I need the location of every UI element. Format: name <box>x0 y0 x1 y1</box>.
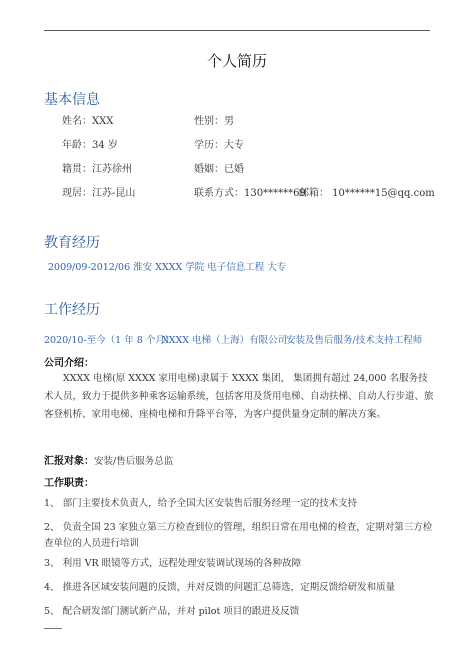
field-native-place: 籍贯：江苏徐州 <box>62 164 132 175</box>
document-title: 个人简历 <box>206 52 267 70</box>
duty-item: 2、 负责全国 23 家独立第三方检查到位的管理，组织日常在用电梯的检查，定期对第三方检查单位的人员进行培训 <box>44 522 433 549</box>
duty-item: 5、 配合研发部门测试新产品，并对 pilot 项目的跟进及反馈 <box>44 606 300 617</box>
duty-item: 4、 推进各区域安装问题的反馈，并对反馈的问题汇总筛选，定期反馈给研发和质量 <box>44 582 396 593</box>
field-phone: 联系方式：130******69 <box>194 188 306 199</box>
company-intro-text: XXXX 电梯(原 XXXX 家用电梯)隶属于 XXXX 集团， 集团拥有超过 24,000 名服务技术人员，致力于提供多种乘客运输系统，包括客用及货用电梯、自动扶梯、自动人行步道、旅客登机桥、家用电梯、座椅电梯和升降平台等，为客户提供量身定制的解决方案。 <box>44 373 434 420</box>
field-gender: 性别：男 <box>194 116 234 127</box>
duty-item: 3、 利用 VR 眼镜等方式，远程处理安装调试现场的各种故障 <box>44 558 302 569</box>
report-line <box>44 449 173 468</box>
field-name: 姓名：XXX <box>62 116 114 127</box>
work-position: 安装及售后服务/技术支持工程师 <box>286 335 423 346</box>
top-rule <box>44 30 430 31</box>
field-marital-status: 婚姻：已婚 <box>194 164 244 175</box>
report-label: 汇报对象： <box>44 456 94 467</box>
field-age: 年龄：34 岁 <box>62 140 118 151</box>
field-residence: 现居：江苏-昆山 <box>62 188 136 199</box>
section-heading-work: 工作经历 <box>44 302 100 318</box>
field-email: 邮箱： 10******15@qq.com <box>299 188 435 199</box>
report-text: 安装/售后服务总监 <box>94 456 174 467</box>
duties-label: 工作职责： <box>44 478 94 489</box>
duty-item: 1、 部门主要技术负责人，给予全国大区安装售后服务经理一定的技术支持 <box>44 498 358 509</box>
work-period: 2020/10-至今（1 年 8 个月） <box>44 335 175 346</box>
field-education: 学历：大专 <box>194 140 244 151</box>
education-entry: 2009/09-2012/06 淮安 XXXX 学院 电子信息工程 大专 <box>48 262 287 273</box>
company-intro-label: 公司介绍： <box>44 358 94 369</box>
section-heading-basic-info: 基本信息 <box>44 92 100 108</box>
work-company: XXXX 电梯（上海）有限公司 <box>162 335 288 346</box>
footer-mark <box>44 628 62 629</box>
section-heading-education: 教育经历 <box>44 235 100 251</box>
